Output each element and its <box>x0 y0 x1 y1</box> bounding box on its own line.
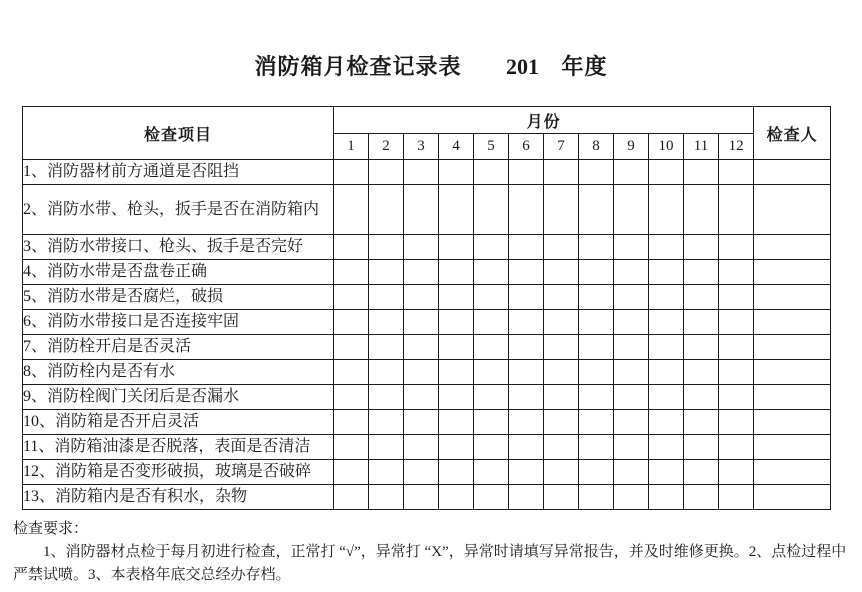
header-row-top <box>23 107 831 134</box>
row-label: 4、消防水带是否盘卷正确 <box>23 260 334 285</box>
row-label: 5、消防水带是否腐烂，破损 <box>23 285 334 310</box>
table-row <box>23 185 831 235</box>
month-cell <box>684 260 719 285</box>
month-cell <box>334 335 369 360</box>
month-cell <box>544 485 579 510</box>
month-cell <box>509 385 544 410</box>
month-cell <box>334 460 369 485</box>
month-cell <box>544 285 579 310</box>
month-cell <box>579 360 614 385</box>
month-cell <box>334 435 369 460</box>
month-cell <box>334 385 369 410</box>
row-label: 12、消防箱是否变形破损，玻璃是否破碎 <box>23 460 334 485</box>
title-main: 消防箱月检查记录表 <box>254 54 462 79</box>
month-cell <box>439 310 474 335</box>
month-cell <box>719 435 754 460</box>
month-cell <box>404 235 439 260</box>
month-cell <box>684 410 719 435</box>
month-cell <box>439 385 474 410</box>
month-cell <box>614 185 649 235</box>
row-label: 2、消防水带、枪头，扳手是否在消防箱内 <box>23 185 334 235</box>
month-cell <box>684 460 719 485</box>
month-cell <box>579 260 614 285</box>
month-cell <box>439 360 474 385</box>
month-cell <box>684 360 719 385</box>
month-cell <box>369 385 404 410</box>
row-label: 9、消防栓阀门关闭后是否漏水 <box>23 385 334 410</box>
month-cell <box>474 460 509 485</box>
month-cell <box>544 260 579 285</box>
month-cell <box>579 335 614 360</box>
month-cell <box>579 285 614 310</box>
month-cell <box>404 410 439 435</box>
table-row <box>23 410 831 435</box>
month-cell <box>544 410 579 435</box>
month-cell <box>404 485 439 510</box>
month-cell <box>544 360 579 385</box>
month-cell <box>649 185 684 235</box>
month-cell <box>614 435 649 460</box>
month-header-5: 5 <box>474 134 509 160</box>
month-cell <box>439 410 474 435</box>
month-cell <box>719 485 754 510</box>
page-title <box>0 0 862 82</box>
month-cell <box>579 460 614 485</box>
month-cell <box>439 435 474 460</box>
month-cell <box>614 385 649 410</box>
month-cell <box>474 410 509 435</box>
month-cell <box>334 485 369 510</box>
month-cell <box>474 185 509 235</box>
month-cell <box>719 310 754 335</box>
inspector-cell <box>754 235 831 260</box>
month-cell <box>404 335 439 360</box>
month-cell <box>509 310 544 335</box>
month-header-7: 7 <box>544 134 579 160</box>
month-cell <box>684 435 719 460</box>
inspector-cell <box>754 485 831 510</box>
month-cell <box>649 360 684 385</box>
month-cell <box>614 410 649 435</box>
table-row <box>23 460 831 485</box>
month-cell <box>509 185 544 235</box>
month-cell <box>544 460 579 485</box>
month-cell <box>509 360 544 385</box>
month-cell <box>684 185 719 235</box>
month-cell <box>369 310 404 335</box>
header-item-column: 检查项目 <box>23 107 334 160</box>
month-cell <box>439 185 474 235</box>
inspector-cell <box>754 185 831 235</box>
month-cell <box>334 285 369 310</box>
month-cell <box>509 260 544 285</box>
month-cell <box>579 435 614 460</box>
month-cell <box>649 435 684 460</box>
month-cell <box>719 335 754 360</box>
month-cell <box>719 460 754 485</box>
table-row <box>23 285 831 310</box>
month-cell <box>649 260 684 285</box>
month-cell <box>544 335 579 360</box>
month-cell <box>474 310 509 335</box>
month-cell <box>369 460 404 485</box>
month-cell <box>614 260 649 285</box>
month-cell <box>404 285 439 310</box>
month-cell <box>719 235 754 260</box>
month-cell <box>509 485 544 510</box>
month-cell <box>544 435 579 460</box>
month-cell <box>439 335 474 360</box>
inspector-cell <box>754 160 831 185</box>
month-cell <box>579 160 614 185</box>
row-label: 8、消防栓内是否有水 <box>23 360 334 385</box>
month-cell <box>614 285 649 310</box>
inspection-rows <box>23 160 831 510</box>
month-header-11: 11 <box>684 134 719 160</box>
month-cell <box>404 260 439 285</box>
month-cell <box>649 485 684 510</box>
inspector-cell <box>754 435 831 460</box>
month-cell <box>369 160 404 185</box>
notes-section <box>13 518 854 587</box>
month-cell <box>509 235 544 260</box>
table-row <box>23 160 831 185</box>
row-label: 13、消防箱内是否有积水，杂物 <box>23 485 334 510</box>
month-cell <box>544 235 579 260</box>
inspector-cell <box>754 310 831 335</box>
month-cell <box>579 185 614 235</box>
month-header-12: 12 <box>719 134 754 160</box>
month-cell <box>684 285 719 310</box>
month-cell <box>474 235 509 260</box>
month-cell <box>684 235 719 260</box>
month-cell <box>334 310 369 335</box>
month-cell <box>544 160 579 185</box>
month-cell <box>719 410 754 435</box>
inspector-cell <box>754 335 831 360</box>
month-cell <box>649 460 684 485</box>
table-row <box>23 335 831 360</box>
month-cell <box>474 260 509 285</box>
month-cell <box>439 260 474 285</box>
month-cell <box>369 185 404 235</box>
month-cell <box>579 410 614 435</box>
row-label: 10、消防箱是否开启灵活 <box>23 410 334 435</box>
month-cell <box>684 335 719 360</box>
header-inspector-column: 检查人 <box>754 107 831 160</box>
month-cell <box>474 435 509 460</box>
month-cell <box>544 385 579 410</box>
month-cell <box>474 160 509 185</box>
month-cell <box>649 285 684 310</box>
table-row <box>23 260 831 285</box>
table-row <box>23 310 831 335</box>
month-cell <box>369 260 404 285</box>
month-cell <box>649 335 684 360</box>
month-cell <box>544 310 579 335</box>
month-cell <box>474 285 509 310</box>
month-cell <box>404 460 439 485</box>
month-cell <box>614 335 649 360</box>
header-month-group: 月份 <box>334 107 754 134</box>
month-cell <box>544 185 579 235</box>
inspection-table <box>22 106 831 510</box>
month-cell <box>509 335 544 360</box>
month-header-1: 1 <box>334 134 369 160</box>
month-cell <box>404 385 439 410</box>
month-cell <box>404 435 439 460</box>
month-cell <box>614 235 649 260</box>
month-cell <box>509 435 544 460</box>
row-label: 6、消防水带接口是否连接牢固 <box>23 310 334 335</box>
month-cell <box>684 310 719 335</box>
month-cell <box>474 335 509 360</box>
inspector-cell <box>754 360 831 385</box>
month-header-6: 6 <box>509 134 544 160</box>
table-row <box>23 435 831 460</box>
row-label: 11、消防箱油漆是否脱落，表面是否清洁 <box>23 435 334 460</box>
month-cell <box>719 160 754 185</box>
month-cell <box>369 435 404 460</box>
month-cell <box>404 185 439 235</box>
inspector-cell <box>754 385 831 410</box>
month-header-3: 3 <box>404 134 439 160</box>
month-header-8: 8 <box>579 134 614 160</box>
inspector-cell <box>754 460 831 485</box>
month-cell <box>614 360 649 385</box>
inspector-cell <box>754 285 831 310</box>
month-cell <box>439 160 474 185</box>
month-header-2: 2 <box>369 134 404 160</box>
month-cell <box>509 410 544 435</box>
month-cell <box>614 485 649 510</box>
month-cell <box>614 160 649 185</box>
month-header-9: 9 <box>614 134 649 160</box>
month-cell <box>579 310 614 335</box>
month-cell <box>719 260 754 285</box>
month-header-10: 10 <box>649 134 684 160</box>
month-cell <box>404 310 439 335</box>
month-cell <box>474 485 509 510</box>
month-cell <box>614 460 649 485</box>
table-row <box>23 235 831 260</box>
month-cell <box>334 160 369 185</box>
month-cell <box>439 235 474 260</box>
month-cell <box>474 385 509 410</box>
month-cell <box>649 310 684 335</box>
inspector-cell <box>754 410 831 435</box>
row-label: 1、消防器材前方通道是否阻挡 <box>23 160 334 185</box>
month-cell <box>649 385 684 410</box>
notes-heading: 检查要求： <box>13 521 89 537</box>
month-cell <box>334 360 369 385</box>
row-label: 7、消防栓开启是否灵活 <box>23 335 334 360</box>
table-row <box>23 360 831 385</box>
month-cell <box>439 285 474 310</box>
month-cell <box>334 235 369 260</box>
month-cell <box>579 235 614 260</box>
month-cell <box>509 460 544 485</box>
notes-body: 1、消防器材点检于每月初进行检查，正常打 “√”，异常打 “X”，异常时请填写异常报告，并及时维修更换。2、点检过程中严禁试喷。3、本表格年底交总经办存档。 <box>13 544 847 583</box>
month-cell <box>719 385 754 410</box>
month-cell <box>684 160 719 185</box>
month-cell <box>439 485 474 510</box>
month-cell <box>649 235 684 260</box>
month-cell <box>369 360 404 385</box>
month-cell <box>334 410 369 435</box>
table-row <box>23 385 831 410</box>
month-cell <box>404 160 439 185</box>
month-cell <box>684 385 719 410</box>
month-cell <box>369 285 404 310</box>
title-year-number: 201 <box>506 54 539 79</box>
month-cell <box>719 360 754 385</box>
row-label: 3、消防水带接口、枪头、扳手是否完好 <box>23 235 334 260</box>
month-cell <box>369 335 404 360</box>
month-cell <box>649 160 684 185</box>
month-cell <box>474 360 509 385</box>
month-cell <box>334 260 369 285</box>
inspector-cell <box>754 260 831 285</box>
month-cell <box>334 185 369 235</box>
month-cell <box>369 410 404 435</box>
month-cell <box>719 185 754 235</box>
month-header-4: 4 <box>439 134 474 160</box>
month-cell <box>579 485 614 510</box>
month-cell <box>579 385 614 410</box>
month-cell <box>684 485 719 510</box>
month-cell <box>509 285 544 310</box>
month-cell <box>649 410 684 435</box>
month-cell <box>509 160 544 185</box>
table-row <box>23 485 831 510</box>
month-cell <box>369 235 404 260</box>
month-cell <box>404 360 439 385</box>
month-cell <box>719 285 754 310</box>
title-year-suffix: 年度 <box>561 54 608 79</box>
month-cell <box>369 485 404 510</box>
month-cell <box>614 310 649 335</box>
month-cell <box>439 460 474 485</box>
